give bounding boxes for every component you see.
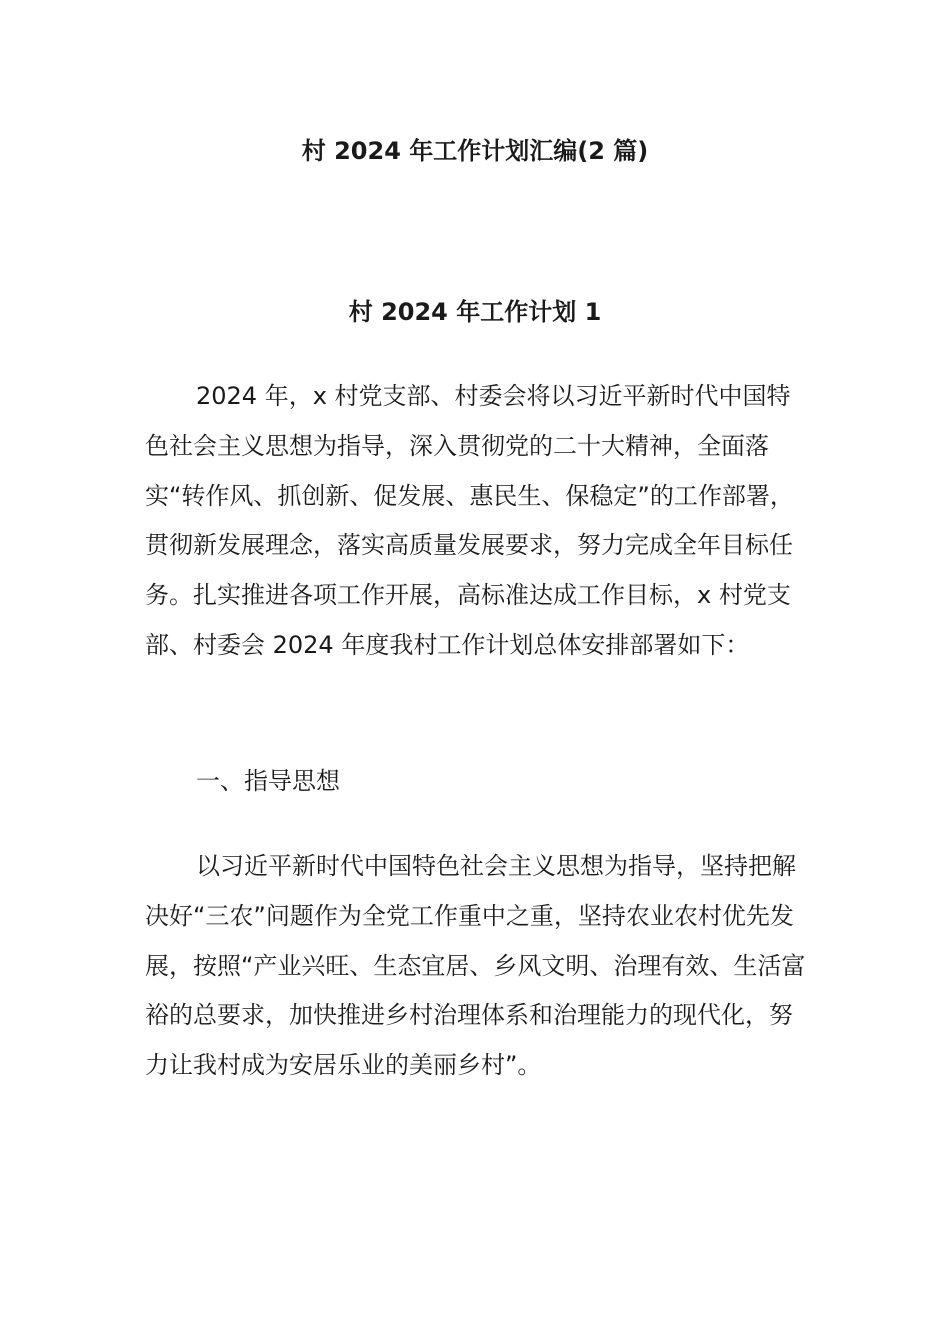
intro-paragraph: 2024 年，x 村党支部、村委会将以习近平新时代中国特色社会主义思想为指导，深入贯彻党的二十大精神，全面落实“转作风、抓创新、促发展、惠民生、保稳定”的工作部署，贯彻新发展理念，落实高质量发展要求，努力完成全年目标任务。扎实推进各项工作开展，高标准达成工作目标，x 村党支部、村委会 2024 年度我村工作计划总体安排部署如下： <box>145 382 794 659</box>
guiding-ideology-paragraph: 以习近平新时代中国特色社会主义思想为指导，坚持把解决好“三农”问题作为全党工作重中之重，坚持农业农村优先发展，按照“产业兴旺、生态宜居、乡风文明、治理有效、生活富裕的总要求，加快推进乡村治理体系和治理能力的现代化，努力让我村成为安居乐业的美丽乡村”。 <box>145 852 806 1080</box>
section-title: 村 2024 年工作计划 1 <box>348 298 602 326</box>
heading-guiding-ideology: 一、指导思想 <box>196 767 340 795</box>
document-title: 村 2024 年工作计划汇编(2 篇) <box>301 137 649 165</box>
